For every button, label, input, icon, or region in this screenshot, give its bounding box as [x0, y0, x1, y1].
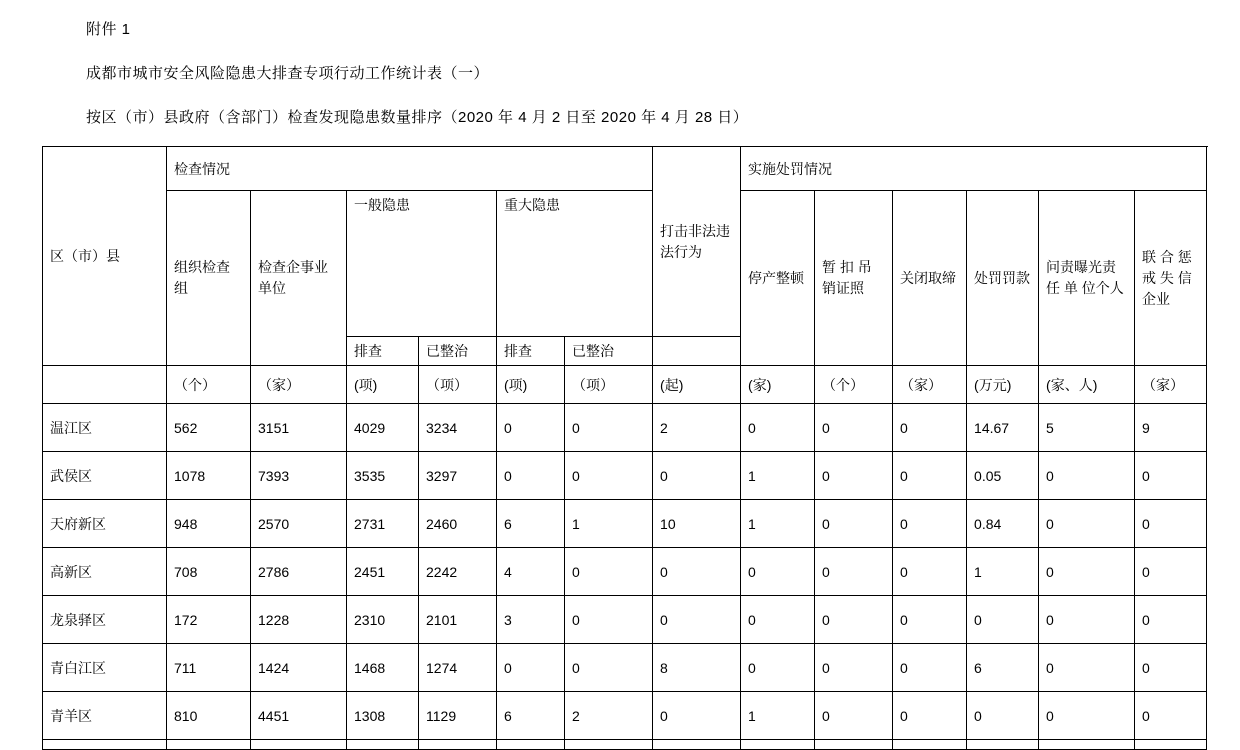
- cell-major-fixed: 0: [565, 548, 653, 596]
- cell-joint-punish: 9: [1135, 404, 1207, 452]
- cell-general-found: 2451: [347, 548, 419, 596]
- table-group-header-row: [43, 147, 1207, 191]
- cell-shutdown: [893, 740, 967, 750]
- cell-major-fixed: 0: [565, 596, 653, 644]
- cell-suspend-license: 0: [815, 500, 893, 548]
- cell-shutdown: 0: [893, 500, 967, 548]
- cell-major-found: 3: [497, 596, 565, 644]
- table-column-header-row: [43, 191, 1207, 337]
- cell-fines: 0: [967, 596, 1039, 644]
- cell-accountability: 5: [1039, 404, 1135, 452]
- cell-general-fixed: 3234: [419, 404, 497, 452]
- cell-shutdown: 0: [893, 452, 967, 500]
- cell-inspect-units: 2786: [251, 548, 347, 596]
- header-joint-punish: 联 合 惩戒 失 信企业: [1135, 191, 1207, 366]
- cell-district: 天府新区: [43, 500, 167, 548]
- cell-major-found: 6: [497, 692, 565, 740]
- cell-inspect-units: 3151: [251, 404, 347, 452]
- header-group-penalty: 实施处罚情况: [741, 147, 1207, 191]
- cell-district: 高新区: [43, 548, 167, 596]
- page-title: 成都市城市安全风险隐患大排查专项行动工作统计表（一）: [86, 65, 490, 82]
- cell-general-found: 2731: [347, 500, 419, 548]
- cell-inspect-groups: [167, 740, 251, 750]
- cell-stop-production: [741, 740, 815, 750]
- cell-accountability: [1039, 740, 1135, 750]
- cell-major-found: 0: [497, 452, 565, 500]
- document-header: [0, 0, 1240, 140]
- cell-accountability: 0: [1039, 692, 1135, 740]
- unit-major-fixed: （项）: [565, 366, 653, 404]
- cell-major-fixed: 0: [565, 452, 653, 500]
- cell-accountability: 0: [1039, 548, 1135, 596]
- cell-suspend-license: [815, 740, 893, 750]
- cell-suspend-license: 0: [815, 596, 893, 644]
- cell-illegal-acts: 0: [653, 596, 741, 644]
- unit-district: [43, 366, 167, 404]
- cell-stop-production: 0: [741, 548, 815, 596]
- cell-suspend-license: 0: [815, 692, 893, 740]
- table-row: [43, 404, 1207, 452]
- cell-general-found: 4029: [347, 404, 419, 452]
- header-major-found: 排查: [497, 337, 565, 366]
- cell-major-found: 4: [497, 548, 565, 596]
- cell-illegal-acts: 0: [653, 548, 741, 596]
- cell-illegal-acts: 8: [653, 644, 741, 692]
- cell-major-fixed: 0: [565, 644, 653, 692]
- cell-stop-production: 1: [741, 692, 815, 740]
- cell-shutdown: 0: [893, 596, 967, 644]
- cell-inspect-groups: 708: [167, 548, 251, 596]
- cell-fines: 1: [967, 548, 1039, 596]
- cell-illegal-acts: 0: [653, 692, 741, 740]
- cell-general-fixed: 2242: [419, 548, 497, 596]
- cell-stop-production: 0: [741, 644, 815, 692]
- cell-major-fixed: 2: [565, 692, 653, 740]
- header-stop-production: 停产整顿: [741, 191, 815, 366]
- cell-major-found: 0: [497, 644, 565, 692]
- cell-shutdown: 0: [893, 692, 967, 740]
- unit-general-found: (项): [347, 366, 419, 404]
- cell-stop-production: 0: [741, 596, 815, 644]
- cell-suspend-license: 0: [815, 452, 893, 500]
- cell-stop-production: 0: [741, 404, 815, 452]
- cell-major-fixed: 1: [565, 500, 653, 548]
- cell-general-fixed: [419, 740, 497, 750]
- cell-general-found: 1308: [347, 692, 419, 740]
- header-inspect-groups: 组织检查组: [167, 191, 251, 366]
- cell-general-found: 1468: [347, 644, 419, 692]
- cell-fines: 14.67: [967, 404, 1039, 452]
- cell-major-found: 6: [497, 500, 565, 548]
- header-district: 区（市）县: [43, 147, 167, 366]
- unit-general-fixed: （项）: [419, 366, 497, 404]
- header-major-hazard: 重大隐患: [497, 191, 653, 337]
- cell-general-found: 2310: [347, 596, 419, 644]
- table-row: [43, 692, 1207, 740]
- cell-district: 青羊区: [43, 692, 167, 740]
- cell-joint-punish: 0: [1135, 548, 1207, 596]
- unit-joint-punish: （家）: [1135, 366, 1207, 404]
- cell-suspend-license: 0: [815, 404, 893, 452]
- cell-inspect-units: 1424: [251, 644, 347, 692]
- cell-shutdown: 0: [893, 404, 967, 452]
- cell-inspect-groups: 562: [167, 404, 251, 452]
- cell-general-fixed: 2101: [419, 596, 497, 644]
- unit-shutdown: （家）: [893, 366, 967, 404]
- cell-suspend-license: 0: [815, 548, 893, 596]
- table-row-truncated: [43, 740, 1207, 750]
- cell-accountability: 0: [1039, 596, 1135, 644]
- header-general-fixed: 已整治: [419, 337, 497, 366]
- unit-illegal-acts: (起): [653, 366, 741, 404]
- cell-general-fixed: 3297: [419, 452, 497, 500]
- table-row: [43, 644, 1207, 692]
- cell-fines: 0: [967, 692, 1039, 740]
- unit-inspect-units: （家）: [251, 366, 347, 404]
- cell-joint-punish: 0: [1135, 452, 1207, 500]
- cell-accountability: 0: [1039, 644, 1135, 692]
- header-major-fixed: 已整治: [565, 337, 653, 366]
- unit-inspect-groups: （个）: [167, 366, 251, 404]
- cell-illegal-acts: 2: [653, 404, 741, 452]
- cell-shutdown: 0: [893, 644, 967, 692]
- statistics-table: [42, 146, 1207, 750]
- table-row: [43, 596, 1207, 644]
- cell-joint-punish: [1135, 740, 1207, 750]
- cell-inspect-units: 1228: [251, 596, 347, 644]
- cell-inspect-groups: 948: [167, 500, 251, 548]
- header-general-found: 排查: [347, 337, 419, 366]
- table-row: [43, 452, 1207, 500]
- cell-stop-production: 1: [741, 452, 815, 500]
- cell-shutdown: 0: [893, 548, 967, 596]
- cell-district: 青白江区: [43, 644, 167, 692]
- unit-major-found: (项): [497, 366, 565, 404]
- cell-joint-punish: 0: [1135, 500, 1207, 548]
- cell-suspend-license: 0: [815, 644, 893, 692]
- cell-inspect-groups: 172: [167, 596, 251, 644]
- header-suspend-license: 暂 扣 吊 销证照: [815, 191, 893, 366]
- cell-accountability: 0: [1039, 500, 1135, 548]
- header-general-hazard: 一般隐患: [347, 191, 497, 337]
- header-shutdown: 关闭取缔: [893, 191, 967, 366]
- cell-general-fixed: 1274: [419, 644, 497, 692]
- cell-inspect-groups: 810: [167, 692, 251, 740]
- header-accountability: 问责曝光责 任 单 位个人: [1039, 191, 1135, 366]
- cell-general-fixed: 1129: [419, 692, 497, 740]
- cell-inspect-units: 4451: [251, 692, 347, 740]
- cell-inspect-units: [251, 740, 347, 750]
- cell-inspect-groups: 1078: [167, 452, 251, 500]
- cell-major-found: 0: [497, 404, 565, 452]
- header-illegal-acts: 打击非法违法行为: [653, 147, 741, 337]
- page-subtitle: 按区（市）县政府（含部门）检查发现隐患数量排序（2020 年 4 月 2 日至 2020 年 4 月 28 日）: [86, 109, 749, 126]
- cell-illegal-acts: 0: [653, 452, 741, 500]
- unit-fines: (万元): [967, 366, 1039, 404]
- cell-district: 温江区: [43, 404, 167, 452]
- cell-fines: [967, 740, 1039, 750]
- cell-district: 武侯区: [43, 452, 167, 500]
- cell-general-found: 3535: [347, 452, 419, 500]
- unit-stop-production: (家): [741, 366, 815, 404]
- cell-fines: 0.05: [967, 452, 1039, 500]
- cell-illegal-acts: 10: [653, 500, 741, 548]
- cell-district: 龙泉驿区: [43, 596, 167, 644]
- cell-general-found: [347, 740, 419, 750]
- header-group-inspection: 检查情况: [167, 147, 653, 191]
- cell-illegal-acts: [653, 740, 741, 750]
- cell-major-found: [497, 740, 565, 750]
- unit-suspend-license: （个）: [815, 366, 893, 404]
- cell-district: [43, 740, 167, 750]
- cell-major-fixed: 0: [565, 404, 653, 452]
- cell-general-fixed: 2460: [419, 500, 497, 548]
- unit-accountability: (家、人): [1039, 366, 1135, 404]
- attachment-label: 附件 1: [86, 21, 131, 38]
- table-row: [43, 500, 1207, 548]
- table-unit-row: [43, 366, 1207, 404]
- cell-inspect-units: 2570: [251, 500, 347, 548]
- cell-fines: 0.84: [967, 500, 1039, 548]
- cell-fines: 6: [967, 644, 1039, 692]
- header-inspect-units: 检查企事业单位: [251, 191, 347, 366]
- header-fines: 处罚罚款: [967, 191, 1039, 366]
- cell-inspect-units: 7393: [251, 452, 347, 500]
- cell-accountability: 0: [1039, 452, 1135, 500]
- table-row: [43, 548, 1207, 596]
- cell-joint-punish: 0: [1135, 644, 1207, 692]
- cell-joint-punish: 0: [1135, 596, 1207, 644]
- cell-joint-punish: 0: [1135, 692, 1207, 740]
- cell-inspect-groups: 711: [167, 644, 251, 692]
- cell-major-fixed: [565, 740, 653, 750]
- cell-stop-production: 1: [741, 500, 815, 548]
